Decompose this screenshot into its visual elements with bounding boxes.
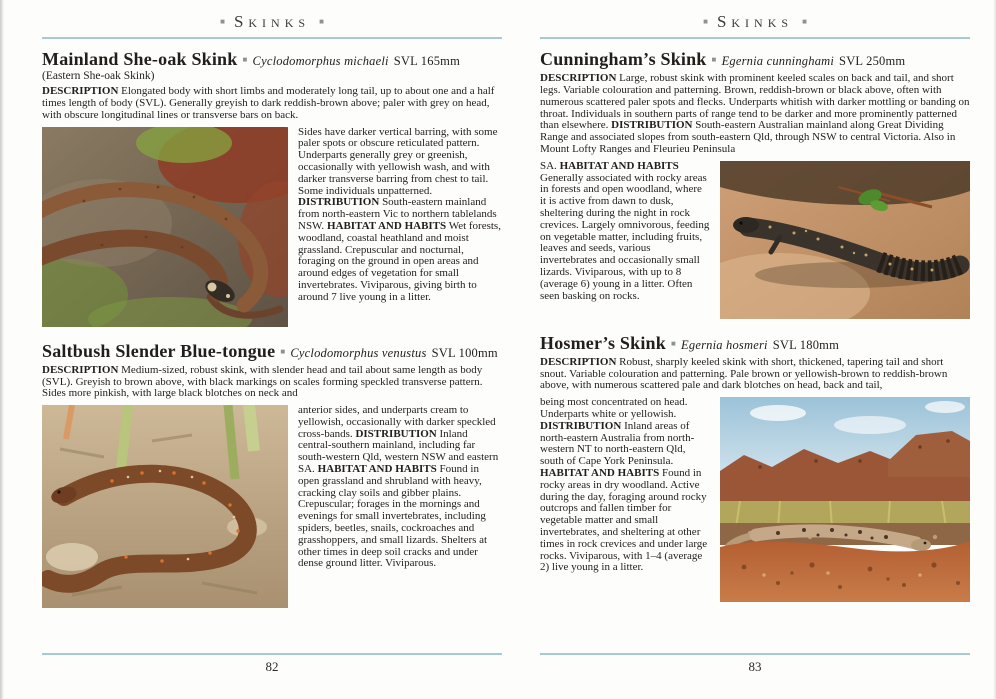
species-scientific-name: Egernia cunninghami [721, 54, 835, 68]
description-intro: DESCRIPTION Large, robust skink with prominent keeled scales on back and tail, and short legs. Variable colouration and patterning. Brown, reddish-brown or black above, often with numerous scattered paler spots and flecks. Underparts whitish with darker mottling or banding on throat. Individuals in southern parts of range tend to be darker and more prominently patterned than elsewhere. DISTRIBUTION South-eastern Australian mainland along Great Dividing Range and associated slopes from south-eastern Qld, through NSW to central Victoria. Also in Mount Lofty Ranges and Fleurieu Peninsula [540, 72, 970, 155]
photo-saltbush-slender-blue-tongue [42, 405, 288, 608]
square-bullet-icon: ■ [220, 17, 225, 26]
description-intro: DESCRIPTION Robust, sharply keeled skink with short, thickened, tapering tail and short snout. Variable colouration and patterning. Pale brown or yellowish-brown to reddish-brown above, with numerous scattered pale and dark blotches on head, back and tail, [540, 355, 948, 392]
species-svl: SVL 180mm [772, 337, 839, 352]
species-scientific-name: Cyclodomorphus michaeli [252, 54, 389, 68]
page-footer [42, 648, 502, 675]
blue-tongue-photo-art [42, 405, 288, 608]
square-bullet-icon: ■ [319, 17, 324, 26]
square-bullet-icon: ■ [802, 17, 807, 26]
photo-text-row [540, 397, 970, 602]
species-title [42, 341, 502, 361]
page-footer [540, 648, 970, 675]
photo-cunninghams-skink [720, 161, 970, 319]
species-common-name: Mainland She-oak Skink [42, 49, 238, 69]
species-common-name: Saltbush Slender Blue-tongue [42, 340, 276, 361]
photo-mainland-she-oak-skink [42, 127, 288, 327]
description-continued: anterior sides, and underparts cream to yellowish, occasionally with darker speckled cross-bands. DISTRIBUTION Inland central-southern mainland, including far south-western Qld, western NSW and eastern SA. HABITAT AND HABITS Found in open grassland and shrubland with heavy, cracking clay soils and gibber plains. Crepuscular; forages in the mornings and evenings for small invertebrates, including spiders, beetles, snails, cockroaches and grasshoppers, and small lizards. Shelters at other times in deep soil cracks and under dense ground litter. Viviparous. [298, 404, 499, 570]
description-continued: being most concentrated on head. Underparts white or yellowish. DISTRIBUTION Inland areas of north-eastern Australia from north-western NT to north-eastern Qld, south of Cape York Peninsula. HABITAT AND HABITS Found in rocky areas in dry woodland. Active during the day, foraging around rocky outcrops and fallen timber for vegetable matter and small invertebrates, and sheltering at other times in rock crevices and under large rocks. Viviparous, with 1–4 (average 2) live young in a litter. [540, 396, 708, 574]
species-common-name: Hosmer’s Skink [540, 332, 666, 353]
species-scientific-name: Cyclodomorphus venustus [290, 345, 427, 360]
running-header [540, 0, 970, 39]
photo-text-row [540, 161, 970, 319]
hosmers-skink-photo-art [720, 397, 970, 602]
right-page [540, 0, 970, 699]
species-title [540, 49, 970, 69]
running-header [42, 0, 502, 39]
species-entry-saltbush-slender-blue-tongue [42, 341, 502, 609]
species-title [42, 49, 502, 69]
species-svl: SVL 250mm [839, 54, 906, 68]
description-intro: DESCRIPTION Medium-sized, robust skink, with slender head and tail about same length as body (SVL). Greyish to brown above, with black markings on scales forming speckled transverse pattern. Sides more pinkish, with large black blotches on neck and [42, 363, 483, 400]
square-bullet-icon: ■ [280, 346, 286, 356]
species-entry-mainland-she-oak-skink [42, 49, 502, 327]
photo-text-row [42, 405, 502, 608]
square-bullet-icon: ■ [703, 17, 708, 26]
species-title [540, 333, 970, 353]
section-title: Skinks [716, 12, 794, 31]
page-number: 82 [265, 659, 279, 674]
page-number: 83 [748, 659, 762, 674]
header-rule [42, 37, 502, 39]
species-svl: SVL 100mm [431, 345, 498, 360]
cunninghams-skink-photo-art [720, 161, 970, 319]
species-common-name: Cunningham’s Skink [540, 49, 707, 69]
description-continued: SA. HABITAT AND HABITS Generally associated with rocky areas in forests and open woodland, where it is active from dawn to dusk, sheltering during the night in rock crevices. Largely omnivorous, feeding on vegetable matter, including fruits, leaves and seeds, various invertebrates and occasionally small lizards. Viviparous, with up to 8 (average 6) young in a litter. Often seen basking on rocks. [540, 159, 710, 302]
description-intro: DESCRIPTION Elongated body with short limbs and moderately long tail, up to about one and a half times length of body (SVL). Generally greyish to dark reddish-brown above; paler with grey on head, with obscure longitudinal lines or transverse bars on back. [42, 85, 495, 121]
book-edge-shadow-left [0, 0, 4, 699]
square-bullet-icon: ■ [242, 55, 248, 64]
square-bullet-icon: ■ [670, 338, 677, 348]
header-rule [540, 37, 970, 39]
species-entry-cunninghams-skink [540, 49, 970, 319]
species-svl: SVL 165mm [393, 54, 460, 68]
left-page [42, 0, 502, 699]
species-scientific-name: Egernia hosmeri [681, 337, 768, 352]
square-bullet-icon: ■ [711, 55, 717, 64]
section-title: Skinks [233, 12, 311, 31]
photo-hosmers-skink [720, 397, 970, 602]
species-alt-name: (Eastern She-oak Skink) [42, 70, 155, 83]
species-entry-hosmers-skink [540, 333, 970, 603]
she-oak-skink-photo-art [42, 127, 288, 327]
description-continued: Sides have darker vertical barring, with some paler spots or obscure reticulated pattern. Underparts generally grey or greenish, occasionally with yellowish wash, and with darker transverse barring from chest to tail. Some individuals unpatterned. DISTRIBUTION South-eastern mainland from north-eastern Vic to northern tablelands NSW. HABITAT AND HABITS Wet forests, woodland, coastal heathland and moist grassland. Crepuscular and nocturnal, foraging on the ground in open areas and around edges of vegetation for small invertebrates. Viviparous, giving birth to around 7 live young in a litter. [298, 125, 501, 303]
photo-text-row [42, 127, 502, 327]
